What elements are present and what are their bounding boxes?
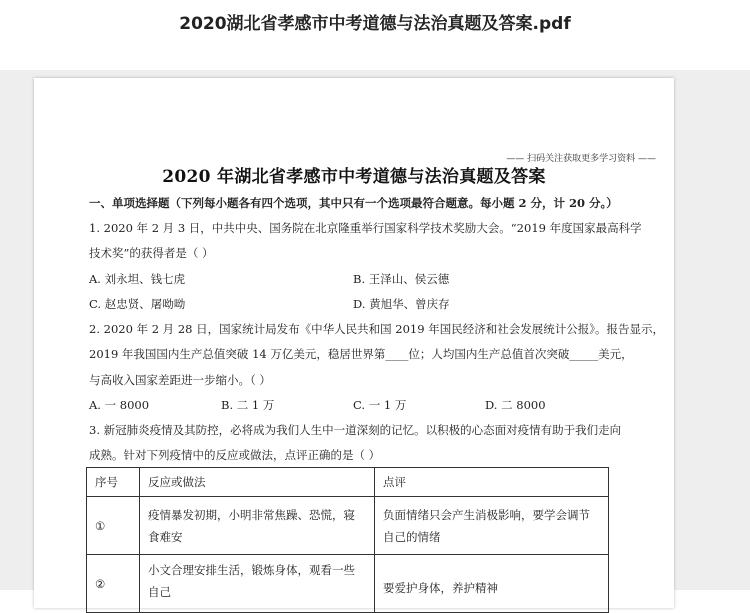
q2-line3: 与高收入国家差距进一步缩小。（ ） xyxy=(89,373,271,387)
file-title: 2020湖北省孝感市中考道德与法治真题及答案.pdf xyxy=(179,14,571,34)
q3-line2: 成熟。针对下列疫情中的反应或做法，点评正确的是（ ） xyxy=(89,448,381,462)
table-cell-comment: 要爱护身体，养护精神 xyxy=(375,555,609,613)
table-row xyxy=(87,555,609,613)
table-cell-action: 疫情暴发初期，小明非常焦躁、恐慌，寝食难安 xyxy=(140,497,375,555)
q1-line1: 1. 2020 年 2 月 3 日，中共中央、国务院在北京隆重举行国家科学技术奖励大会。“2019 年度国家最高科学 xyxy=(89,221,642,235)
table-header-comment: 点评 xyxy=(375,468,609,497)
q3-line1: 3. 新冠肺炎疫情及其防控，必将成为我们人生中一道深刻的记忆。以积极的心态面对疫情有助于我们走向 xyxy=(89,423,622,437)
q2-line1: 2. 2020 年 2 月 28 日，国家统计局发布《中华人民共和国 2019 年国民经济和社会发展统计公报》。报告显示， xyxy=(89,322,664,336)
q2-option-c: C. 一 1 万 xyxy=(353,398,407,412)
q2-option-b: B. 二 1 万 xyxy=(221,398,275,412)
q2-line2: 2019 年我国国内生产总值突破 14 万亿美元，稳居世界第____位；人均国内生产总值首次突破_____美元， xyxy=(89,347,633,361)
qr-note: —— 扫码关注获取更多学习资料 —— xyxy=(506,154,656,164)
table-row xyxy=(87,497,609,555)
table-cell-no: ① xyxy=(87,497,140,555)
table-header-no: 序号 xyxy=(87,468,140,497)
q1-option-c: C. 赵忠贤、屠呦呦 xyxy=(89,297,186,311)
q2-option-d: D. 二 8000 xyxy=(485,398,546,412)
table-cell-action: 小文合理安排生活，锻炼身体，观看一些自己 xyxy=(140,555,375,613)
section-heading: 一、单项选择题（下列每小题各有四个选项，其中只有一个选项最符合题意。每小题 2 分，计 20 分。） xyxy=(89,196,618,210)
table-header-row xyxy=(87,468,609,497)
pdf-page xyxy=(34,78,674,608)
table-cell-comment: 负面情绪只会产生消极影响，要学会调节自己的情绪 xyxy=(375,497,609,555)
q1-option-a: A. 刘永坦、钱七虎 xyxy=(89,272,186,286)
q1-option-b: B. 王泽山、侯云德 xyxy=(353,272,450,286)
header-bar xyxy=(0,0,750,70)
comment-table xyxy=(86,467,609,613)
table-header-action: 反应或做法 xyxy=(140,468,375,497)
q1-option-d: D. 黄旭华、曾庆存 xyxy=(353,297,450,311)
q2-option-a: A. 一 8000 xyxy=(89,398,150,412)
table-cell-no: ② xyxy=(87,555,140,613)
document-title: 2020 年湖北省孝感市中考道德与法治真题及答案 xyxy=(162,167,546,187)
q1-line2: 技术奖”的获得者是（ ） xyxy=(89,246,214,260)
